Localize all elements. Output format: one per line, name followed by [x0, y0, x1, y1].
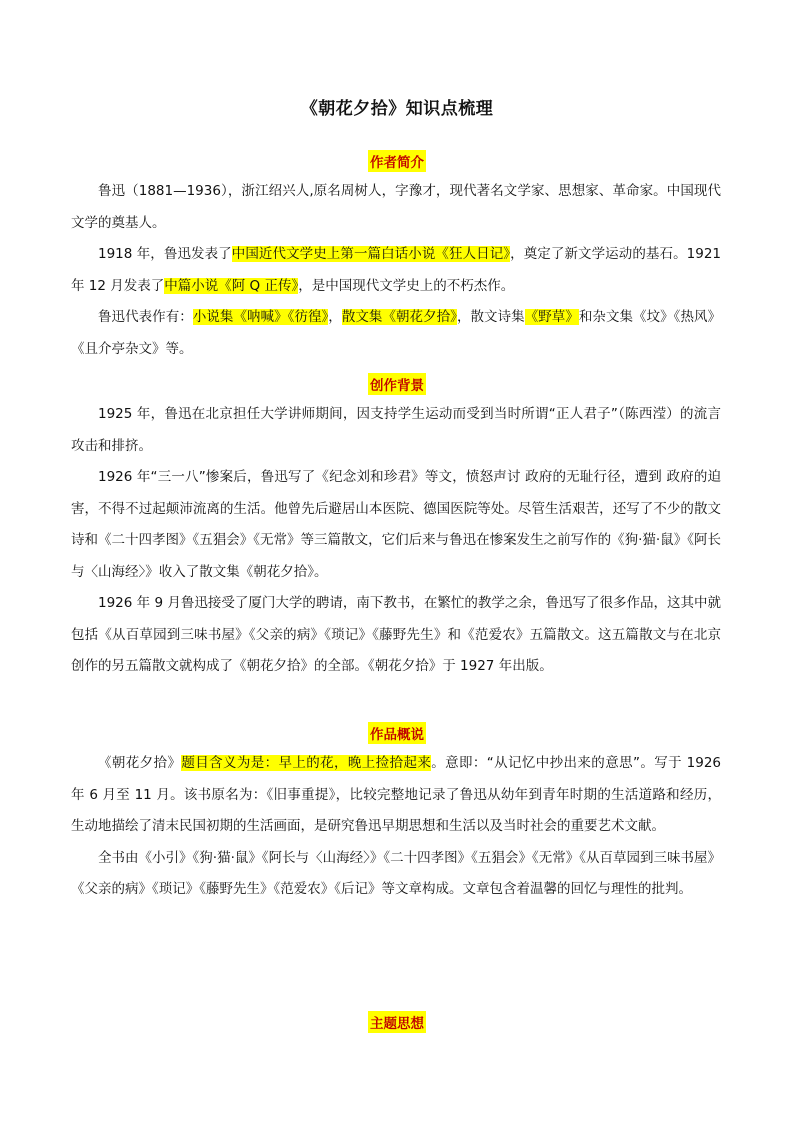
- highlight-a-q-zhengzhuan: 中篇小说《阿 Q 正传》: [164, 277, 299, 294]
- text-run: 。意即：“从记忆中抄出来的意思”。写于 1926 年 6 月至 11 月。该书原名为：《旧事重提》，比较完整地记录了鲁迅从幼年到青年时期的生活道路和经历，生动地描绘了清末民国初期的生活画面，是研究鲁迅早期思想和生活以及当时社会的重要艺术文献。: [71, 755, 722, 834]
- highlight-yecao: 《野草》: [524, 309, 579, 325]
- overview-paragraph-1: [71, 748, 721, 843]
- text-run: ，散文诗集: [456, 309, 525, 325]
- overview-heading-row: [0, 722, 794, 744]
- background-paragraph-2: 1926 年“三一八”惨案后，鲁迅写了《纪念刘和珍君》等文，愤怒声讨 政府的无耻行径，遭到 政府的迫害，不得不过起颠沛流离的生活。他曾先后避居山本医院、德国医院等处。尽管生活艰苦，还写了不少的散文诗和《二十四孝图》《五猖会》《无常》等三篇散文，它们后来与鲁迅在惨案发生之前写作的《狗·猫·鼠》《阿长与〈山海经〉》收入了散文集《朝花夕拾》。: [71, 469, 721, 580]
- section-heading-overview: 作品概说: [368, 722, 426, 744]
- highlight-kuangren-riji: 中国近代文学史上第一篇白话小说《狂人日记》: [231, 246, 511, 262]
- theme-heading-row: [0, 1011, 794, 1033]
- background-heading-row: [0, 373, 794, 395]
- text-run: 鲁迅代表作有：: [98, 309, 193, 325]
- background-section-body: [71, 399, 721, 683]
- highlight-prose-collection: 散文集《朝花夕拾》: [341, 309, 457, 325]
- highlight-novel-collections: 小说集《呐喊》《彷徨》: [192, 309, 329, 325]
- text-run: ，是中国现代文学史上的不朽杰作。: [298, 277, 515, 294]
- background-paragraph-1: 1925 年，鲁迅在北京担任大学讲师期间，因支持学生运动而受到当时所谓“正人君子”（陈西滢）的流言攻击和排挤。: [71, 406, 721, 454]
- background-paragraph-3: 1926 年 9 月鲁迅接受了厦门大学的聘请，南下教书，在繁忙的教学之余，鲁迅写了很多作品，这其中就包括《从百草园到三味书屋》《父亲的病》《琐记》《藤野先生》和《范爱农》五篇散文。这五篇散文与在北京创作的另五篇散文就构成了《朝花夕拾》的全部。《朝花夕拾》于 1927 年出版。: [71, 595, 721, 674]
- document-title: 《朝花夕拾》知识点梳理: [300, 99, 494, 119]
- author-heading-row: [0, 150, 794, 172]
- text-run: ，奠定了新文学运动的基石。1921 年 12 月发表了: [71, 246, 721, 294]
- text-run: 和杂文集《坟》《热风》《且介亭杂文》等。: [71, 309, 722, 357]
- author-representative-works-paragraph: [71, 302, 721, 365]
- highlight-title-meaning: 题目含义为是：早上的花，晚上捡拾起来: [181, 755, 432, 771]
- text-run: 《朝花夕拾》: [98, 755, 182, 771]
- author-intro-paragraph: 鲁迅（1881—1936），浙江绍兴人,原名周树人，字豫才，现代著名文学家、思想家、革命家。中国现代文学的奠基人。: [71, 183, 721, 231]
- section-heading-author: 作者简介: [368, 150, 426, 172]
- overview-section-body: [71, 748, 721, 906]
- section-heading-theme: 主题思想: [368, 1011, 426, 1033]
- text-run: ，: [328, 309, 342, 325]
- text-run: 1918 年，鲁迅发表了: [98, 246, 232, 262]
- author-section-body: [71, 176, 721, 365]
- section-heading-background: 创作背景: [368, 373, 426, 395]
- author-works-paragraph: [71, 239, 721, 302]
- overview-paragraph-2: 全书由《小引》《狗·猫·鼠》《阿长与〈山海经〉》《二十四孝图》《五猖会》《无常》《从百草园到三味书屋》《父亲的病》《琐记》《藤野先生》《范爱农》《后记》等文章构成。文章包含着温馨的回忆与理性的批判。: [71, 849, 721, 897]
